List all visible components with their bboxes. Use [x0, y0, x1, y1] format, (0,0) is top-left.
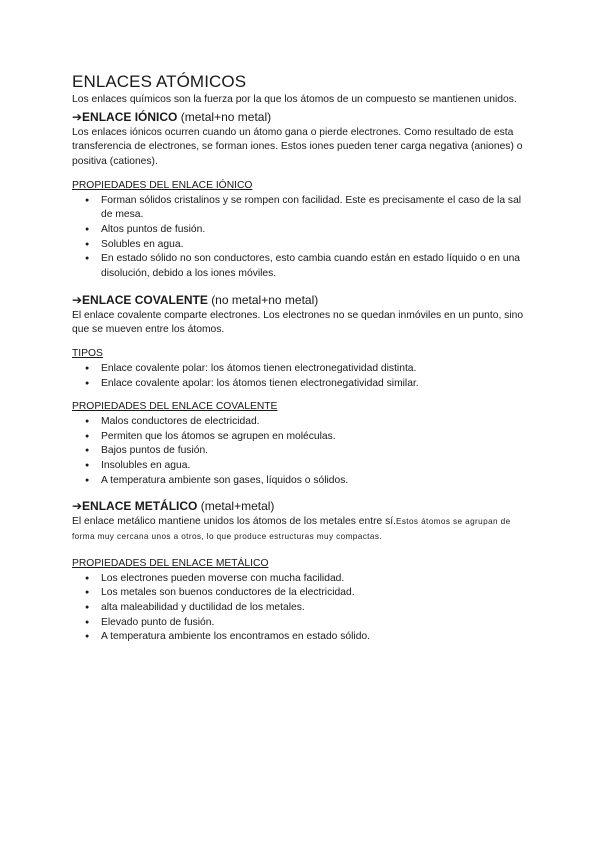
- metallic-title: ➔ENLACE METÁLICO: [72, 499, 198, 514]
- list-item: ● Malos conductores de electricidad.: [101, 415, 528, 430]
- metallic-section-heading: [72, 499, 528, 514]
- metallic-properties-list: [72, 572, 528, 646]
- list-item: ● Solubles en agua.: [101, 238, 528, 253]
- covalent-description: El enlace covalente comparte electrones. Los electrones no se quedan inmóviles en un punto, sino que se mueven entre los átomos.: [72, 309, 524, 336]
- list-item: ● A temperatura ambiente los encontramos en estado sólido.: [101, 630, 528, 645]
- document-title: ENLACES ATÓMICOS: [72, 72, 247, 91]
- list-item: ● Enlace covalente polar: los átomos tienen electronegatividad distinta.: [101, 362, 528, 377]
- metallic-subtitle: (metal+metal): [200, 499, 275, 514]
- list-item: ● Altos puntos de fusión.: [101, 223, 528, 238]
- list-item: ● Forman sólidos cristalinos y se rompen con facilidad. Este es precisamente el caso de la sal de mesa.: [101, 194, 528, 223]
- ionic-subtitle: (metal+no metal): [180, 109, 272, 124]
- metallic-description: [72, 515, 528, 544]
- covalent-title: ➔ENLACE COVALENTE: [72, 292, 208, 307]
- ionic-section-heading: [72, 110, 528, 125]
- list-item: ● Bajos puntos de fusión.: [101, 444, 528, 459]
- metallic-description-small: Estos átomos se agrupan de forma muy cercana unos a otros, lo que produce estructuras muy compactas.: [72, 517, 511, 542]
- list-item: ● Elevado punto de fusión.: [101, 616, 528, 631]
- covalent-types-heading: TIPOS: [72, 348, 103, 360]
- list-item: ● Permiten que los átomos se agrupen en moléculas.: [101, 430, 528, 445]
- covalent-types-list: [72, 362, 528, 391]
- covalent-section-heading: [72, 293, 528, 308]
- list-item: ● En estado sólido no son conductores, esto cambia cuando están en estado líquido o en una disolución, debido a los iones móviles.: [101, 252, 528, 281]
- ionic-description: Los enlaces iónicos ocurren cuando un átomo gana o pierde electrones. Como resultado de esta transferencia de electrones, se forman iones. Estos iones pueden tener carga negativa (aniones) o positiva (cationes).: [72, 126, 523, 168]
- ionic-properties-heading: PROPIEDADES DEL ENLACE IÓNICO: [72, 179, 253, 191]
- covalent-properties-heading: PROPIEDADES DEL ENLACE COVALENTE: [72, 401, 278, 413]
- metallic-properties-heading: PROPIEDADES DEL ENLACE METÁLICO: [72, 557, 269, 569]
- list-item: ● alta maleabilidad y ductilidad de los metales.: [101, 601, 528, 616]
- list-item: ● A temperatura ambiente son gases, líquidos o sólidos.: [101, 474, 528, 489]
- metallic-description-main: El enlace metálico mantiene unidos los átomos de los metales entre sí.: [72, 516, 396, 528]
- list-item: ● Los metales son buenos conductores de la electricidad.: [101, 586, 528, 601]
- ionic-properties-list: [72, 194, 528, 282]
- covalent-subtitle: (no metal+no metal): [211, 292, 319, 307]
- ionic-title: ➔ENLACE IÓNICO: [72, 109, 178, 124]
- list-item: ● Insolubles en agua.: [101, 459, 528, 474]
- covalent-properties-list: [72, 415, 528, 489]
- list-item: ● Enlace covalente apolar: los átomos tienen electronegatividad similar.: [101, 377, 528, 392]
- list-item: ● Los electrones pueden moverse con mucha facilidad.: [101, 572, 528, 587]
- intro-paragraph: Los enlaces químicos son la fuerza por la que los átomos de un compuesto se mantienen unidos.: [72, 94, 517, 105]
